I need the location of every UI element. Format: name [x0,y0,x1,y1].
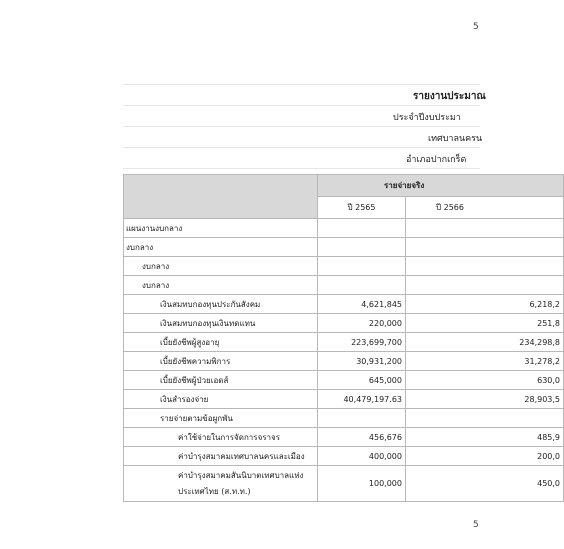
page-number-top: 5 [473,22,479,32]
table-row: เงินสมทบกองทุนเงินทดแทน 220,000 251,8 [124,314,564,333]
header-blank-cell [124,175,318,219]
row-label: ค่าบำรุงสมาคมสันนิบาตเทศบาลแห่ง ประเทศไทย (ส.ท.ท.) [124,466,318,502]
row-label: แผนงานงบกลาง [124,219,318,238]
row-label: เบี้ยยังชีพผู้ป่วยเอดส์ [124,371,318,390]
table-row: ค่าบำรุงสมาคมสันนิบาตเทศบาลแห่ง ประเทศไทย (ส.ท.ท.) 100,000 450,0 [124,466,564,502]
report-subtitle-fiscal-year: ประจำปีงบประมา [393,113,461,123]
row-label: เงินสำรองจ่าย [124,390,318,409]
table-row: เบี้ยยังชีพผู้สูงอายุ 223,699,700 234,298,8 [124,333,564,352]
table-row [124,238,564,257]
table-row [124,276,564,295]
row-label: งบกลาง [124,238,318,257]
report-header [123,84,486,168]
row-label: งบกลาง [124,257,318,276]
table-row: ค่าใช้จ่ายในการจัดการจราจร 456,676 485,9 [124,428,564,447]
row-label: งบกลาง [124,276,318,295]
report-subtitle-district: อำเภอปากเกร็ด [406,155,467,165]
report-subtitle-municipality: เทศบาลนครน [428,134,483,144]
row-label: ค่าบำรุงสมาคมเทศบาลนครและเมือง [124,447,318,466]
report-title: รายงานประมาณ [413,91,486,102]
table-row [124,257,564,276]
row-label: รายจ่ายตามข้อผูกพัน [124,409,318,428]
table-row [124,219,564,238]
row-label: เบี้ยยังชีพความพิการ [124,352,318,371]
actual-expense-header: รายจ่ายจริง [318,175,564,197]
year-2566-header: ปี 2566 [406,197,564,219]
table-row: เงินสำรองจ่าย 40,479,197.63 28,903,5 [124,390,564,409]
table-row: เบี้ยยังชีพผู้ป่วยเอดส์ 645,000 630,0 [124,371,564,390]
table-row [124,409,564,428]
row-label: เงินสมทบกองทุนประกันสังคม [124,295,318,314]
row-label: ค่าใช้จ่ายในการจัดการจราจร [124,428,318,447]
table-row: เบี้ยยังชีพความพิการ 30,931,200 31,278,2 [124,352,564,371]
table-row: เงินสมทบกองทุนประกันสังคม 4,621,845 6,218,2 [124,295,564,314]
budget-table [123,174,564,502]
row-label: เงินสมทบกองทุนเงินทดแทน [124,314,318,333]
page-number-bottom: 5 [473,520,479,530]
year-2565-header: ปี 2565 [318,197,406,219]
row-label: เบี้ยยังชีพผู้สูงอายุ [124,333,318,352]
table-row: ค่าบำรุงสมาคมเทศบาลนครและเมือง 400,000 200,0 [124,447,564,466]
